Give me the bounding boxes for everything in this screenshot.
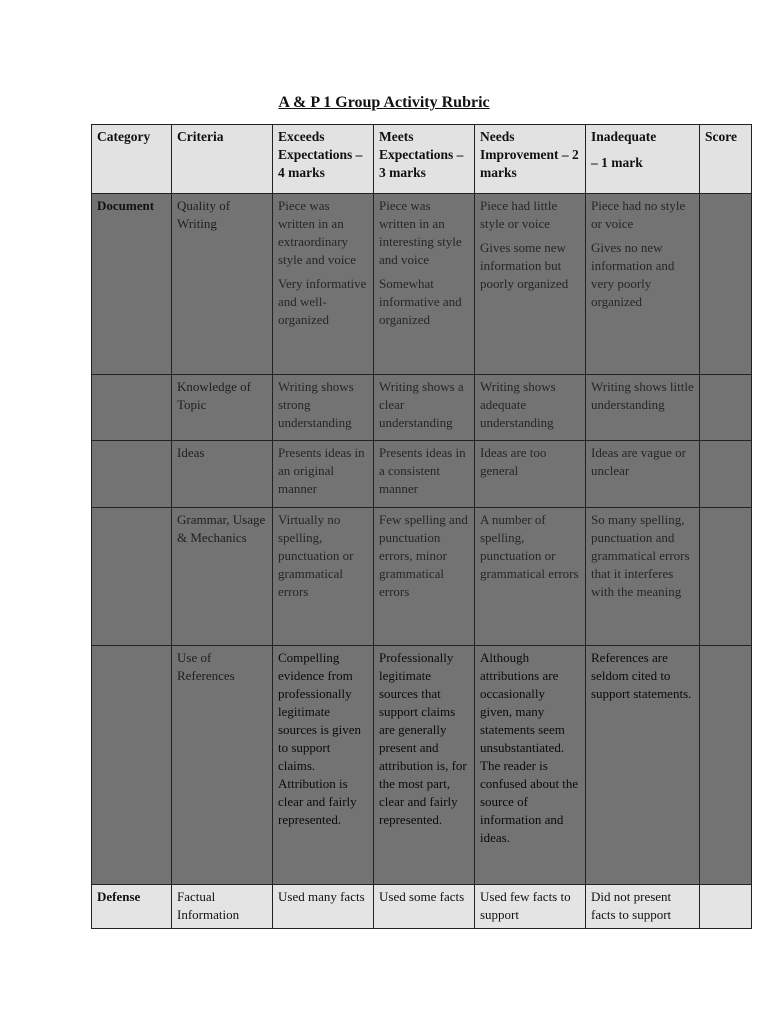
document-title: A & P 1 Group Activity Rubric (278, 94, 490, 111)
cell-paragraph: Writing shows strong understanding (278, 379, 354, 430)
criteria-cell: Grammar, Usage & Mechanics (172, 508, 273, 646)
table-row (92, 508, 752, 646)
cell-paragraph: Compelling evidence from professionally legitimate sources is given to support claims. Attribution is clear and fairly represented. (278, 650, 362, 827)
table-row (92, 194, 752, 375)
cell-paragraph: Piece had no style or voice (591, 198, 686, 231)
header-meets: Meets Expectations – 3 marks (374, 125, 475, 194)
category-cell (92, 441, 172, 508)
score-cell (700, 194, 752, 375)
inadequate-cell (586, 375, 700, 441)
cell-paragraph: Used many facts (278, 889, 365, 904)
inadequate-cell (586, 885, 700, 929)
header-exceeds: Exceeds Expectations – 4 marks (273, 125, 374, 194)
cell-paragraph: Very informative and well-organized (278, 276, 367, 327)
header-score: Score (700, 125, 752, 194)
cell-paragraph: Used some facts (379, 889, 465, 904)
rubric-table (91, 124, 752, 929)
exceeds-cell (273, 885, 374, 929)
cell-paragraph: Gives no new information and very poorly organized (591, 240, 675, 309)
cell-paragraph: Somewhat informative and organized (379, 276, 462, 327)
cell-paragraph: Did not present facts to support (591, 889, 672, 922)
cell-paragraph: Although attributions are occasionally given, many statements seem unsubstantiated. The reader is confused about the source of information and ideas. (480, 650, 579, 845)
category-cell (92, 646, 172, 885)
cell-paragraph: References are seldom cited to support statements. (591, 650, 692, 701)
cell-paragraph: Presents ideas in an original manner (278, 445, 365, 496)
exceeds-cell (273, 441, 374, 508)
cell-paragraph: Presents ideas in a consistent manner (379, 445, 466, 496)
exceeds-cell (273, 646, 374, 885)
needs-cell (475, 441, 586, 508)
header-criteria: Criteria (172, 125, 273, 194)
header-inadequate-marks: – 1 mark (591, 155, 643, 170)
score-cell (700, 375, 752, 441)
header-category: Category (92, 125, 172, 194)
criteria-cell: Knowledge of Topic (172, 375, 273, 441)
score-cell (700, 885, 752, 929)
cell-paragraph: Piece was written in an extraordinary style and voice (278, 198, 356, 267)
needs-cell (475, 194, 586, 375)
table-row (92, 885, 752, 929)
cell-paragraph: Few spelling and punctuation errors, minor grammatical errors (379, 512, 468, 599)
meets-cell (374, 375, 475, 441)
cell-paragraph: Piece was written in an interesting style and voice (379, 198, 462, 267)
header-inadequate (586, 125, 700, 194)
criteria-cell: Use of References (172, 646, 273, 885)
meets-cell (374, 441, 475, 508)
inadequate-cell (586, 441, 700, 508)
meets-cell (374, 646, 475, 885)
category-cell: Document (92, 194, 172, 375)
inadequate-cell (586, 508, 700, 646)
table-row (92, 375, 752, 441)
criteria-cell: Quality of Writing (172, 194, 273, 375)
category-cell: Defense (92, 885, 172, 929)
cell-paragraph: Ideas are too general (480, 445, 547, 478)
needs-cell (475, 375, 586, 441)
inadequate-cell (586, 646, 700, 885)
cell-paragraph: So many spelling, punctuation and grammatical errors that it interferes with the meaning (591, 512, 690, 599)
cell-paragraph: Ideas are vague or unclear (591, 445, 686, 478)
table-row (92, 646, 752, 885)
cell-paragraph: Piece had little style or voice (480, 198, 558, 231)
exceeds-cell (273, 194, 374, 375)
cell-paragraph: Writing shows a clear understanding (379, 379, 464, 430)
category-cell (92, 508, 172, 646)
criteria-cell: Factual Information (172, 885, 273, 929)
cell-paragraph: Professionally legitimate sources that support claims are generally present and attribution is, for the most part, clear and fairly represented. (379, 650, 467, 827)
needs-cell (475, 508, 586, 646)
score-cell (700, 508, 752, 646)
meets-cell (374, 885, 475, 929)
exceeds-cell (273, 375, 374, 441)
cell-paragraph: Gives some new information but poorly organized (480, 240, 569, 291)
cell-paragraph: Used few facts to support (480, 889, 571, 922)
header-inadequate-label: Inadequate (591, 129, 657, 144)
inadequate-cell (586, 194, 700, 375)
meets-cell (374, 194, 475, 375)
header-needs: Needs Improvement – 2 marks (475, 125, 586, 194)
cell-paragraph: Virtually no spelling, punctuation or grammatical errors (278, 512, 354, 599)
meets-cell (374, 508, 475, 646)
needs-cell (475, 885, 586, 929)
score-cell (700, 646, 752, 885)
table-row (92, 441, 752, 508)
score-cell (700, 441, 752, 508)
cell-paragraph: Writing shows adequate understanding (480, 379, 556, 430)
cell-paragraph: Writing shows little understanding (591, 379, 694, 412)
criteria-cell: Ideas (172, 441, 273, 508)
exceeds-cell (273, 508, 374, 646)
needs-cell (475, 646, 586, 885)
cell-paragraph: A number of spelling, punctuation or grammatical errors (480, 512, 579, 581)
category-cell (92, 375, 172, 441)
table-header-row (92, 125, 752, 194)
